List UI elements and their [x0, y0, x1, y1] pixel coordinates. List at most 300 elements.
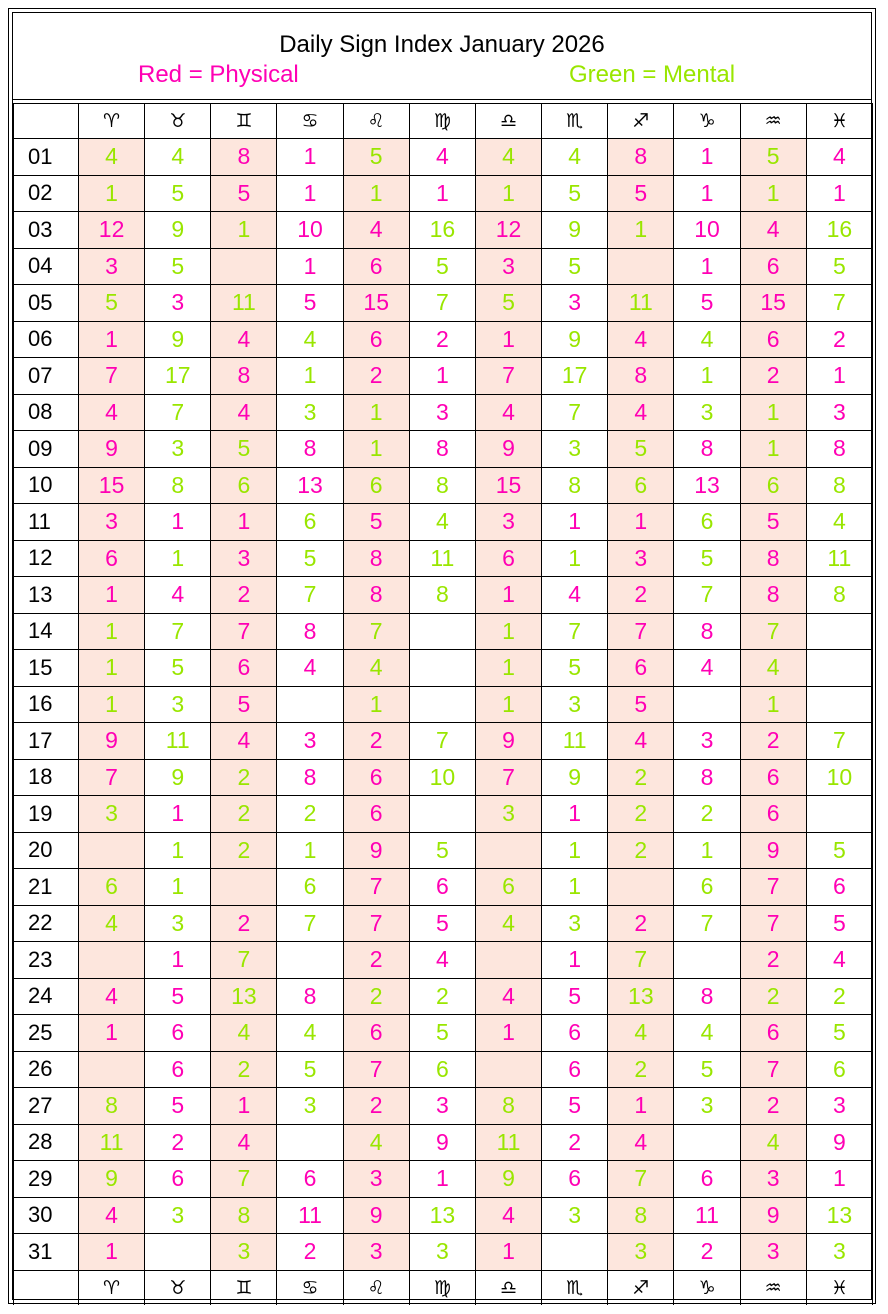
- index-cell: 7: [79, 759, 145, 796]
- index-cell: 5: [145, 175, 211, 212]
- index-cell: 3: [674, 1088, 740, 1125]
- header-sign-8-icon: ♐: [608, 104, 674, 139]
- index-cell: 13: [211, 978, 277, 1015]
- index-cell: 1: [475, 175, 541, 212]
- index-cell: 2: [277, 1234, 343, 1271]
- header-sign-2-icon: ♊: [211, 104, 277, 139]
- index-cell: 6: [277, 504, 343, 541]
- index-cell: 5: [608, 175, 674, 212]
- day-row: [14, 1197, 873, 1234]
- index-cell: 4: [608, 394, 674, 431]
- index-cell: 9: [145, 212, 211, 249]
- index-cell: 4: [674, 321, 740, 358]
- index-cell: 10: [674, 212, 740, 249]
- index-cell: 1: [409, 1161, 475, 1198]
- index-cell: 8: [343, 577, 409, 614]
- index-cell: 6: [277, 869, 343, 906]
- index-cell: 9: [475, 431, 541, 468]
- footer-sign-2-icon: ♊: [211, 1270, 277, 1305]
- footer-sign-1-icon: ♉: [145, 1270, 211, 1305]
- index-cell: 6: [277, 1161, 343, 1198]
- index-cell: [409, 650, 475, 687]
- index-cell: 6: [740, 321, 806, 358]
- day-label: 19: [14, 796, 79, 833]
- index-cell: 5: [277, 285, 343, 322]
- header-sign-4-icon: ♌: [343, 104, 409, 139]
- index-cell: 8: [277, 431, 343, 468]
- index-cell: 2: [343, 1088, 409, 1125]
- index-cell: 9: [145, 321, 211, 358]
- index-cell: [79, 832, 145, 869]
- index-cell: 1: [79, 1015, 145, 1052]
- index-cell: 3: [674, 394, 740, 431]
- index-cell: 2: [211, 905, 277, 942]
- sign-index-table: [13, 103, 873, 1305]
- day-row: [14, 431, 873, 468]
- index-cell: [211, 248, 277, 285]
- index-cell: 3: [475, 796, 541, 833]
- day-row: [14, 650, 873, 687]
- index-cell: 1: [475, 1015, 541, 1052]
- day-label: 04: [14, 248, 79, 285]
- day-row: [14, 1161, 873, 1198]
- index-cell: 11: [409, 540, 475, 577]
- index-cell: 1: [475, 1234, 541, 1271]
- index-cell: [806, 686, 872, 723]
- index-cell: 7: [608, 942, 674, 979]
- index-cell: 4: [475, 139, 541, 176]
- day-label: 25: [14, 1015, 79, 1052]
- index-cell: 7: [806, 723, 872, 760]
- index-cell: 7: [145, 613, 211, 650]
- table-body: [14, 139, 873, 1271]
- index-cell: 11: [475, 1124, 541, 1161]
- index-cell: 7: [740, 869, 806, 906]
- index-cell: 2: [740, 1088, 806, 1125]
- index-cell: 4: [277, 1015, 343, 1052]
- index-cell: 8: [211, 139, 277, 176]
- index-cell: 6: [608, 467, 674, 504]
- index-cell: 2: [608, 832, 674, 869]
- index-cell: 1: [277, 175, 343, 212]
- index-cell: 4: [343, 1124, 409, 1161]
- index-cell: 1: [475, 686, 541, 723]
- index-cell: 9: [542, 759, 608, 796]
- day-row: [14, 139, 873, 176]
- day-label: 01: [14, 139, 79, 176]
- index-cell: 5: [211, 431, 277, 468]
- index-cell: 9: [343, 832, 409, 869]
- index-cell: 1: [674, 175, 740, 212]
- index-cell: 5: [674, 540, 740, 577]
- index-cell: 2: [343, 942, 409, 979]
- index-cell: 6: [542, 1051, 608, 1088]
- index-cell: 8: [475, 1088, 541, 1125]
- index-cell: 3: [475, 248, 541, 285]
- index-cell: 3: [475, 504, 541, 541]
- index-cell: 7: [674, 905, 740, 942]
- index-cell: 5: [409, 1015, 475, 1052]
- index-cell: 4: [211, 1124, 277, 1161]
- index-cell: 10: [277, 212, 343, 249]
- index-cell: 2: [211, 832, 277, 869]
- index-cell: 6: [409, 1051, 475, 1088]
- index-cell: [409, 796, 475, 833]
- index-cell: 1: [542, 504, 608, 541]
- index-cell: 4: [740, 212, 806, 249]
- day-label: 23: [14, 942, 79, 979]
- day-label: 26: [14, 1051, 79, 1088]
- index-cell: 8: [806, 467, 872, 504]
- index-cell: 8: [79, 1088, 145, 1125]
- index-cell: 6: [79, 869, 145, 906]
- day-row: [14, 212, 873, 249]
- index-cell: 1: [542, 832, 608, 869]
- index-cell: 8: [211, 1197, 277, 1234]
- index-cell: 7: [211, 942, 277, 979]
- index-cell: 5: [806, 248, 872, 285]
- index-cell: 1: [806, 1161, 872, 1198]
- index-cell: 4: [211, 723, 277, 760]
- index-cell: [277, 942, 343, 979]
- index-cell: 2: [608, 796, 674, 833]
- index-cell: 5: [343, 504, 409, 541]
- index-cell: 13: [277, 467, 343, 504]
- header-sign-7-icon: ♏: [542, 104, 608, 139]
- index-cell: 1: [79, 321, 145, 358]
- index-cell: 5: [211, 175, 277, 212]
- inner-frame: [12, 12, 872, 1300]
- index-cell: 1: [79, 650, 145, 687]
- index-cell: [608, 248, 674, 285]
- index-cell: 8: [674, 759, 740, 796]
- index-cell: 4: [409, 504, 475, 541]
- index-cell: 1: [475, 321, 541, 358]
- index-cell: 4: [409, 139, 475, 176]
- index-cell: 11: [806, 540, 872, 577]
- index-cell: 5: [740, 139, 806, 176]
- index-cell: 1: [475, 577, 541, 614]
- index-cell: 9: [542, 321, 608, 358]
- index-cell: [277, 1124, 343, 1161]
- index-cell: 3: [806, 1088, 872, 1125]
- index-cell: 1: [343, 431, 409, 468]
- index-cell: 1: [343, 175, 409, 212]
- index-cell: 11: [211, 285, 277, 322]
- index-cell: 6: [674, 869, 740, 906]
- index-cell: 5: [806, 1015, 872, 1052]
- index-cell: 6: [740, 796, 806, 833]
- index-cell: 3: [145, 905, 211, 942]
- index-cell: 2: [608, 577, 674, 614]
- index-cell: 7: [409, 285, 475, 322]
- index-cell: 3: [740, 1234, 806, 1271]
- index-cell: 5: [409, 832, 475, 869]
- day-label: 02: [14, 175, 79, 212]
- index-cell: 2: [277, 796, 343, 833]
- legend-physical: Red = Physical: [138, 61, 299, 88]
- header-sign-11-icon: ♓: [806, 104, 872, 139]
- index-cell: 7: [608, 1161, 674, 1198]
- index-cell: 1: [343, 686, 409, 723]
- index-cell: 3: [542, 686, 608, 723]
- index-cell: 3: [740, 1161, 806, 1198]
- day-label: 21: [14, 869, 79, 906]
- index-cell: 4: [806, 942, 872, 979]
- index-cell: 4: [674, 650, 740, 687]
- index-cell: 15: [343, 285, 409, 322]
- header-sign-0-icon: ♈: [79, 104, 145, 139]
- index-cell: 7: [740, 613, 806, 650]
- index-cell: 1: [806, 175, 872, 212]
- index-cell: 7: [343, 869, 409, 906]
- index-cell: 4: [79, 1197, 145, 1234]
- index-cell: 9: [145, 759, 211, 796]
- index-cell: 8: [608, 139, 674, 176]
- index-cell: 1: [806, 358, 872, 395]
- index-cell: 5: [542, 1088, 608, 1125]
- index-cell: 1: [277, 832, 343, 869]
- index-cell: [475, 832, 541, 869]
- day-row: [14, 869, 873, 906]
- index-cell: 7: [740, 1051, 806, 1088]
- day-row: [14, 321, 873, 358]
- index-cell: 6: [740, 248, 806, 285]
- index-cell: 8: [277, 978, 343, 1015]
- index-cell: 1: [79, 175, 145, 212]
- index-cell: 7: [409, 723, 475, 760]
- index-cell: 8: [674, 978, 740, 1015]
- index-cell: 2: [211, 796, 277, 833]
- index-cell: 3: [409, 1088, 475, 1125]
- index-cell: 3: [343, 1234, 409, 1271]
- index-cell: 9: [409, 1124, 475, 1161]
- index-cell: 5: [145, 978, 211, 1015]
- index-cell: 9: [79, 431, 145, 468]
- index-cell: 11: [145, 723, 211, 760]
- day-label: 09: [14, 431, 79, 468]
- index-cell: 1: [608, 212, 674, 249]
- index-cell: 3: [542, 285, 608, 322]
- index-cell: 4: [740, 1124, 806, 1161]
- index-cell: 3: [145, 285, 211, 322]
- index-cell: [211, 869, 277, 906]
- day-label: 06: [14, 321, 79, 358]
- index-cell: 1: [211, 212, 277, 249]
- index-cell: 17: [145, 358, 211, 395]
- index-cell: 3: [277, 1088, 343, 1125]
- index-cell: 3: [277, 394, 343, 431]
- index-cell: 4: [608, 321, 674, 358]
- day-label: 22: [14, 905, 79, 942]
- index-cell: 4: [409, 942, 475, 979]
- footer-sign-3-icon: ♋: [277, 1270, 343, 1305]
- index-cell: 2: [409, 321, 475, 358]
- index-cell: 7: [806, 285, 872, 322]
- index-cell: 2: [608, 759, 674, 796]
- index-cell: 6: [343, 796, 409, 833]
- day-label: 31: [14, 1234, 79, 1271]
- index-cell: 8: [542, 467, 608, 504]
- header-sign-3-icon: ♋: [277, 104, 343, 139]
- index-cell: 8: [277, 759, 343, 796]
- day-row: [14, 285, 873, 322]
- index-cell: 16: [806, 212, 872, 249]
- index-cell: 3: [211, 1234, 277, 1271]
- index-cell: 17: [542, 358, 608, 395]
- index-cell: 4: [608, 1015, 674, 1052]
- index-cell: [475, 942, 541, 979]
- index-cell: 7: [277, 905, 343, 942]
- day-label: 05: [14, 285, 79, 322]
- index-cell: 1: [674, 358, 740, 395]
- day-row: [14, 759, 873, 796]
- index-cell: 1: [608, 504, 674, 541]
- index-cell: 9: [806, 1124, 872, 1161]
- index-cell: 6: [674, 1161, 740, 1198]
- index-cell: 2: [740, 978, 806, 1015]
- index-cell: 6: [145, 1051, 211, 1088]
- index-cell: 3: [409, 394, 475, 431]
- day-row: [14, 905, 873, 942]
- index-cell: 7: [475, 358, 541, 395]
- day-row: [14, 175, 873, 212]
- index-cell: 9: [542, 212, 608, 249]
- index-cell: 4: [211, 321, 277, 358]
- index-cell: [542, 1234, 608, 1271]
- index-cell: 4: [806, 139, 872, 176]
- day-row: [14, 978, 873, 1015]
- index-cell: 2: [806, 978, 872, 1015]
- index-cell: 5: [409, 905, 475, 942]
- day-row: [14, 796, 873, 833]
- header-sign-1-icon: ♉: [145, 104, 211, 139]
- day-label: 18: [14, 759, 79, 796]
- index-cell: 13: [674, 467, 740, 504]
- index-cell: 2: [211, 1051, 277, 1088]
- index-cell: 9: [740, 1197, 806, 1234]
- footer-sign-8-icon: ♐: [608, 1270, 674, 1305]
- index-cell: 6: [475, 869, 541, 906]
- index-cell: 7: [211, 1161, 277, 1198]
- index-cell: 2: [740, 723, 806, 760]
- day-label: 30: [14, 1197, 79, 1234]
- index-cell: 7: [475, 759, 541, 796]
- day-label: 29: [14, 1161, 79, 1198]
- index-cell: 2: [409, 978, 475, 1015]
- day-label: 07: [14, 358, 79, 395]
- index-cell: 3: [542, 905, 608, 942]
- footer-sign-4-icon: ♌: [343, 1270, 409, 1305]
- index-cell: 6: [343, 1015, 409, 1052]
- index-cell: 5: [145, 1088, 211, 1125]
- index-cell: 3: [211, 540, 277, 577]
- index-cell: 1: [211, 1088, 277, 1125]
- index-cell: 4: [145, 139, 211, 176]
- index-cell: 6: [343, 467, 409, 504]
- day-row: [14, 942, 873, 979]
- index-cell: 15: [475, 467, 541, 504]
- index-cell: 5: [542, 175, 608, 212]
- index-cell: 15: [740, 285, 806, 322]
- index-cell: 7: [343, 905, 409, 942]
- day-label: 14: [14, 613, 79, 650]
- index-cell: 7: [211, 613, 277, 650]
- index-cell: [674, 686, 740, 723]
- index-cell: 2: [674, 1234, 740, 1271]
- index-cell: 2: [806, 321, 872, 358]
- index-cell: 7: [343, 613, 409, 650]
- index-cell: 8: [409, 467, 475, 504]
- index-cell: 1: [145, 504, 211, 541]
- footer-sign-5-icon: ♍: [409, 1270, 475, 1305]
- header-corner: [14, 104, 79, 139]
- index-cell: 4: [674, 1015, 740, 1052]
- index-cell: 2: [343, 358, 409, 395]
- index-cell: 4: [277, 321, 343, 358]
- index-cell: 4: [542, 577, 608, 614]
- index-cell: [145, 1234, 211, 1271]
- index-cell: 6: [211, 650, 277, 687]
- index-cell: 4: [343, 650, 409, 687]
- day-row: [14, 1015, 873, 1052]
- index-cell: 2: [674, 796, 740, 833]
- index-cell: 10: [409, 759, 475, 796]
- index-cell: 6: [409, 869, 475, 906]
- index-cell: 8: [674, 613, 740, 650]
- index-cell: 11: [674, 1197, 740, 1234]
- index-cell: 5: [806, 905, 872, 942]
- index-cell: 1: [542, 540, 608, 577]
- index-cell: 4: [740, 650, 806, 687]
- index-cell: 1: [740, 431, 806, 468]
- page-title: Daily Sign Index January 2026: [279, 31, 605, 58]
- index-cell: 3: [145, 1197, 211, 1234]
- index-cell: 6: [475, 540, 541, 577]
- index-cell: 4: [475, 978, 541, 1015]
- index-cell: 5: [145, 248, 211, 285]
- page-frame: [8, 8, 876, 1304]
- index-cell: 1: [409, 175, 475, 212]
- index-cell: 7: [343, 1051, 409, 1088]
- index-cell: 3: [806, 1234, 872, 1271]
- index-cell: 2: [211, 759, 277, 796]
- day-label: 11: [14, 504, 79, 541]
- index-cell: 13: [608, 978, 674, 1015]
- index-cell: 7: [608, 613, 674, 650]
- index-cell: [806, 650, 872, 687]
- index-cell: 6: [343, 248, 409, 285]
- index-cell: 1: [79, 1234, 145, 1271]
- day-label: 16: [14, 686, 79, 723]
- day-row: [14, 504, 873, 541]
- index-cell: 8: [806, 577, 872, 614]
- index-cell: 6: [740, 467, 806, 504]
- index-cell: 1: [277, 358, 343, 395]
- index-cell: 1: [740, 394, 806, 431]
- day-label: 17: [14, 723, 79, 760]
- index-cell: 6: [740, 759, 806, 796]
- index-cell: 3: [608, 1234, 674, 1271]
- day-row: [14, 540, 873, 577]
- index-cell: 8: [608, 358, 674, 395]
- index-cell: 1: [145, 942, 211, 979]
- day-row: [14, 723, 873, 760]
- index-cell: 5: [409, 248, 475, 285]
- index-cell: 8: [409, 577, 475, 614]
- index-cell: 4: [806, 504, 872, 541]
- index-cell: [806, 613, 872, 650]
